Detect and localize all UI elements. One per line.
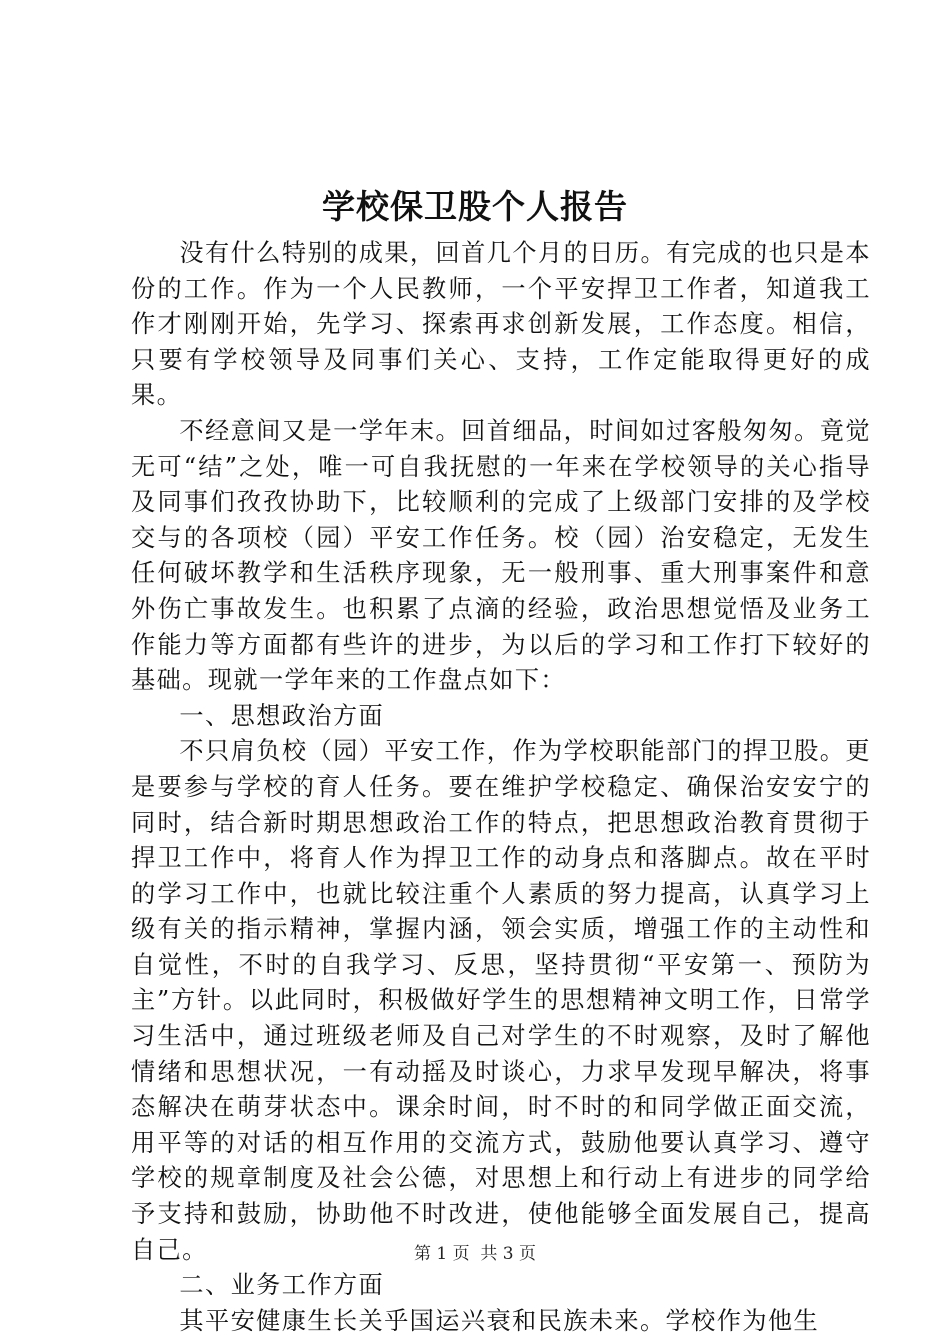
section-heading-ideology: 一、思想政治方面: [179, 701, 385, 730]
paragraph-business: 其平安健康生长关乎国运兴衰和民族未来。学校作为他生: [179, 1306, 820, 1335]
page-number-label: 第 1 页 共 3 页: [413, 1244, 537, 1264]
section-heading-business: 二、业务工作方面: [179, 1271, 385, 1300]
document-title: 学校保卫股个人报告: [322, 187, 628, 226]
paragraph-ideology: 不只肩负校（园）平安工作，作为学校职能部门的捍卫股。更是要参与学校的育人任务。要在维护学校稳定、确保治安安宁的同时，结合新时期思想政治工作的特点，把思想政治教育贯彻于捍卫工作中，将育人作为捍卫工作的动身点和落脚点。故在平时的学习工作中，也就比较注重个人素质的努力提高，认真学习上级有关的指示精神，掌握内涵，领会实质，增强工作的主动性和自觉性，不时的自我学习、反思，坚持贯彻“平安第一、预防为主”方针。以此同时，积极做好学生的思想精神文明工作，日常学习生活中，通过班级老师及自己对学生的不时观察，及时了解他情绪和思想状况，一有动摇及时谈心，力求早发现早解决，将事态解决在萌芽状态中。课余时间，时不时的和同学做正面交流，用平等的对话的相互作用的交流方式，鼓励他要认真学习、遵守学校的规章制度及社会公德，对思想上和行动上有进步的同学给予支持和鼓励，协助他不时改进，使他能够全面发展自己，提高自己。: [131, 737, 871, 1264]
paragraph-year-summary: 不经意间又是一学年末。回首细品，时间如过客般匆匆。竟觉无可“结”之处，唯一可自我抚慰的一年来在学校领导的关心指导及同事们孜孜协助下，比较顺利的完成了上级部门安排的及学校交与的各项校（园）平安工作任务。校（园）治安稳定，无发生任何破坏教学和生活秩序现象，无一般刑事、重大刑事案件和意外伤亡事故发生。也积累了点滴的经验，政治思想觉悟及业务工作能力等方面都有些许的进步，为以后的学习和工作打下较好的基础。现就一学年来的工作盘点如下：: [131, 416, 871, 695]
paragraph-intro: 没有什么特别的成果，回首几个月的日历。有完成的也只是本份的工作。作为一个人民教师，一个平安捍卫工作者，知道我工作才刚刚开始，先学习、探索再求创新发展，工作态度。相信，只要有学校领导及同事们关心、支持，工作定能取得更好的成果。: [131, 239, 871, 410]
page-footer: [0, 1242, 950, 1266]
document-body: [131, 236, 871, 1339]
